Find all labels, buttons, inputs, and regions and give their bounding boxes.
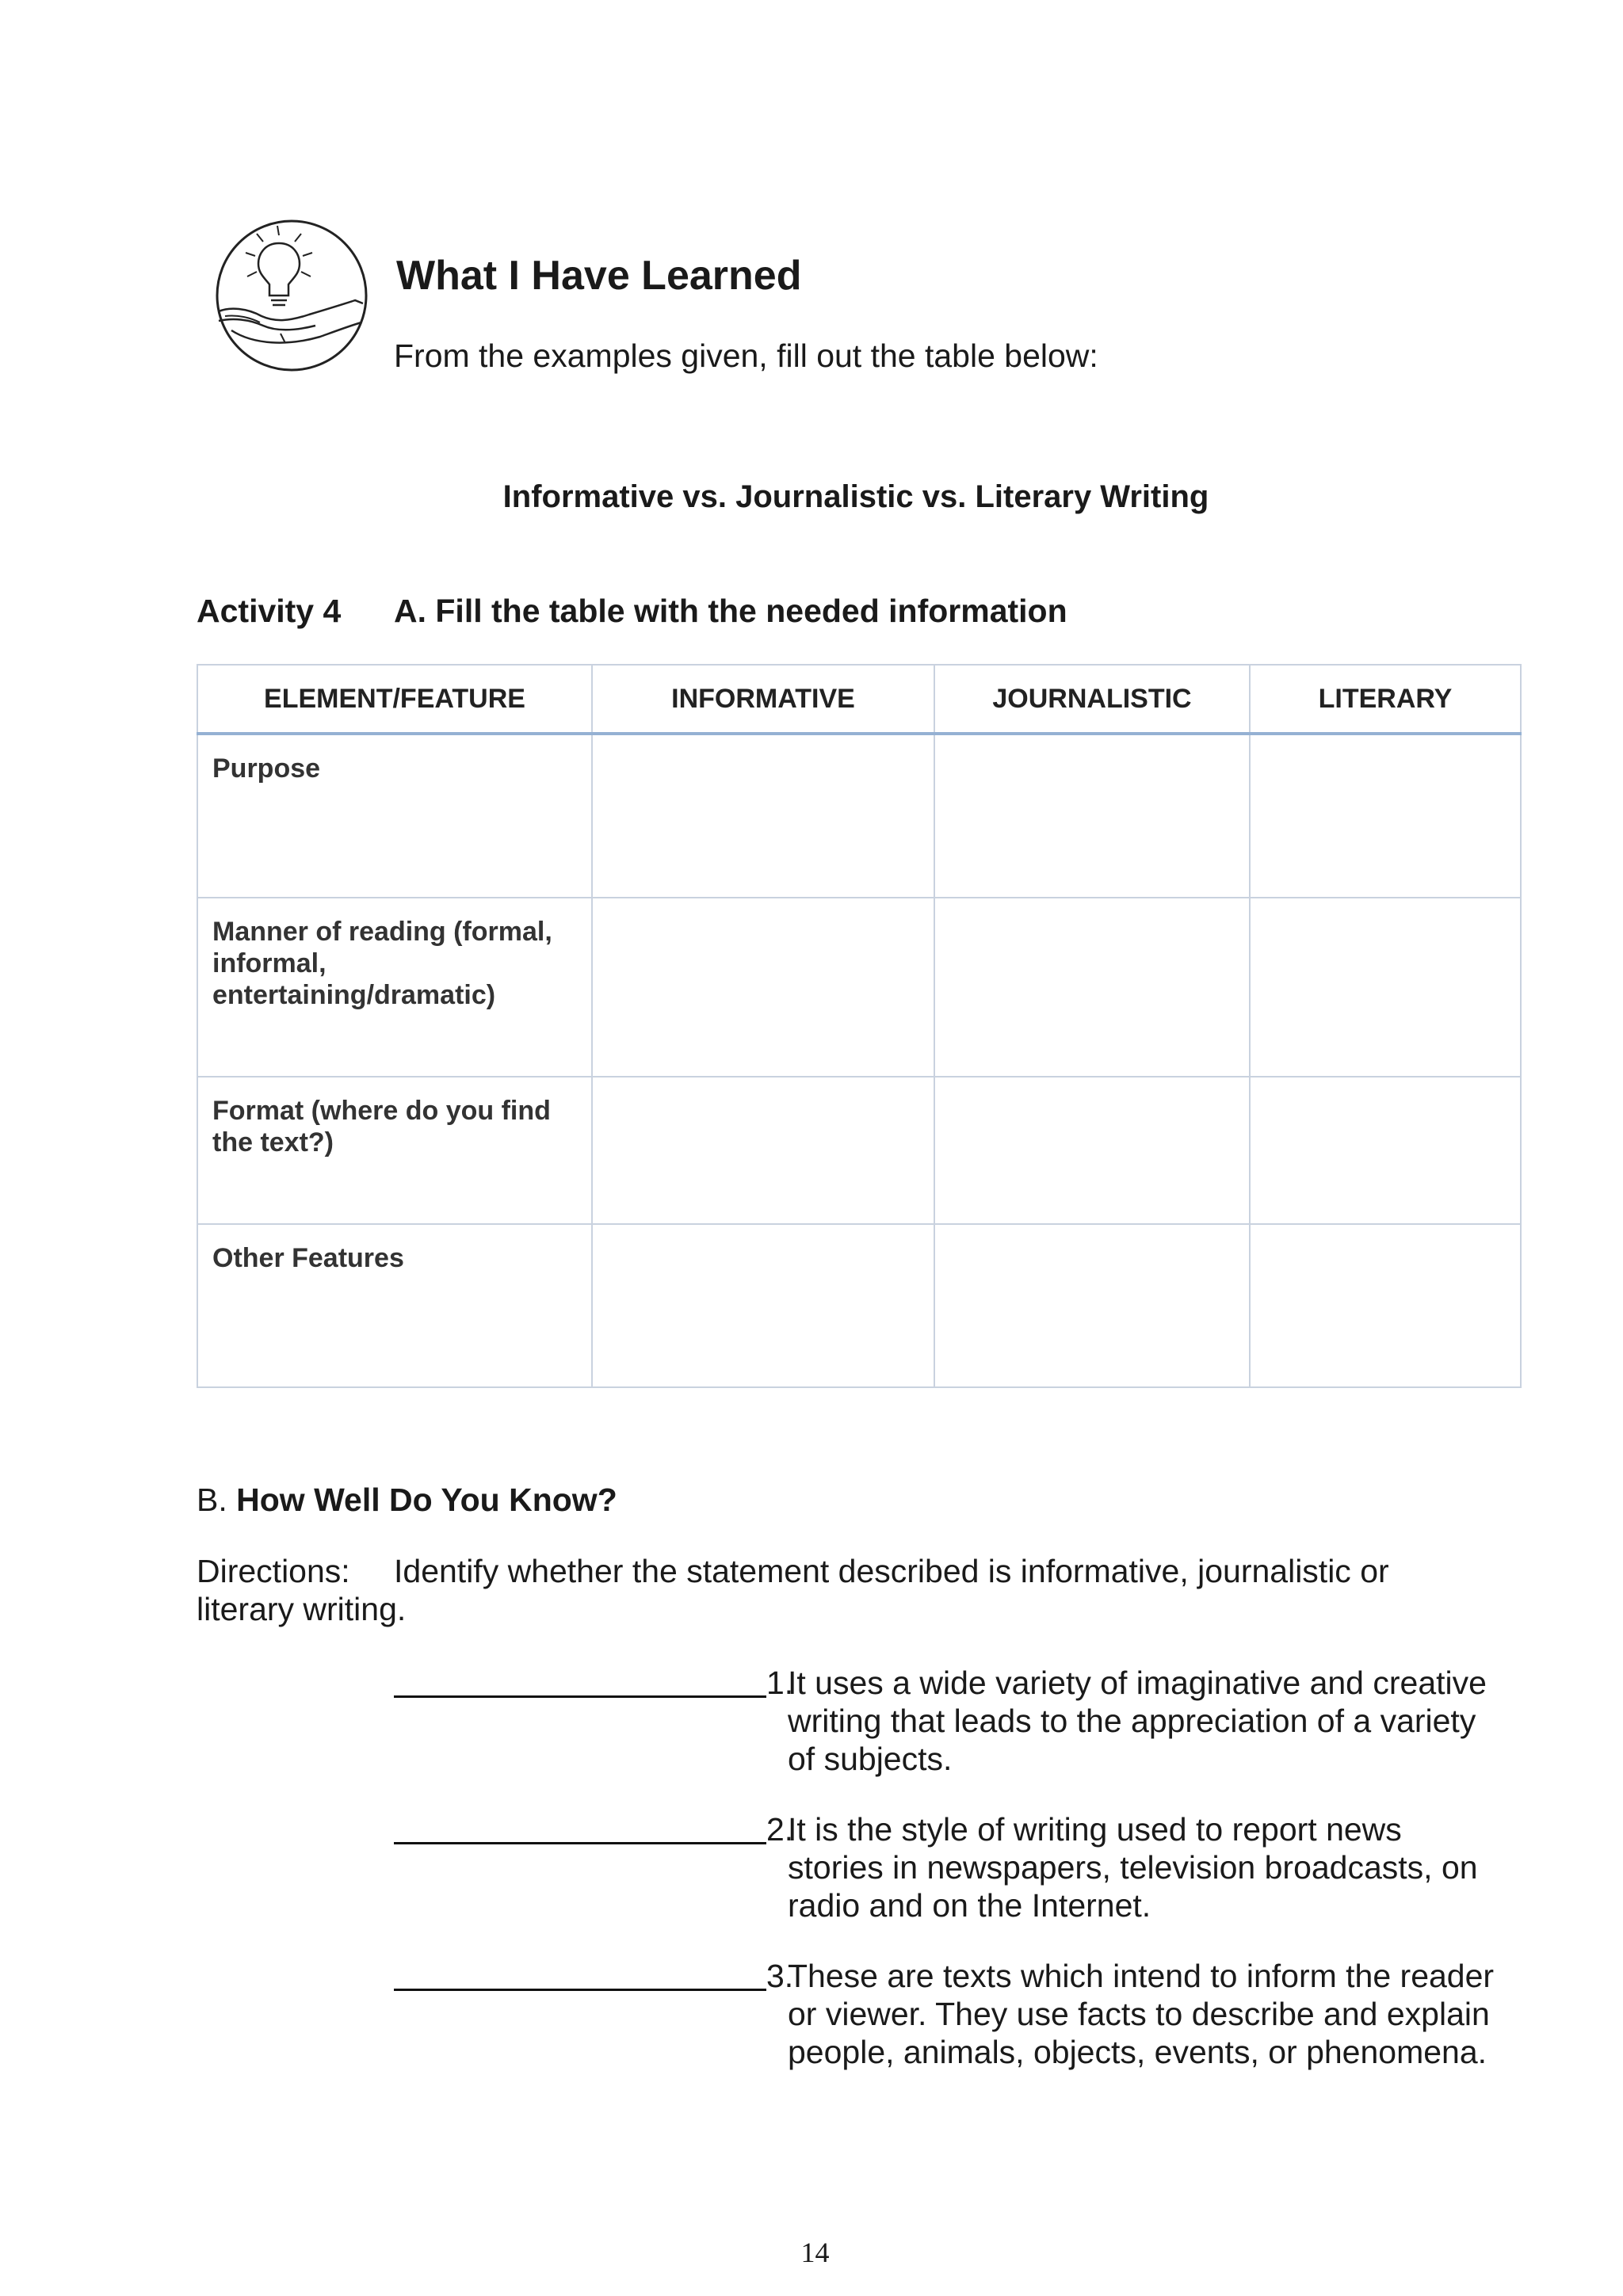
row-label-purpose: Purpose: [197, 734, 592, 898]
answer-cell[interactable]: [1250, 898, 1521, 1077]
lightbulb-hand-icon: [214, 218, 369, 373]
comparison-table: [197, 664, 1522, 1388]
answer-cell[interactable]: [592, 1224, 934, 1387]
answer-cell[interactable]: [1250, 1224, 1521, 1387]
item-number: 1.: [766, 1665, 794, 1701]
answer-blank[interactable]: [394, 1957, 766, 1991]
answer-cell[interactable]: [1250, 734, 1521, 898]
row-label-manner: Manner of reading (formal, informal, entertaining/dramatic): [197, 898, 592, 1077]
item-text: It uses a wide variety of imaginative and creative writing that leads to the appreciation of a variety of subjects.: [788, 1665, 1487, 1777]
part-b-heading: [197, 1482, 617, 1519]
item-number: 3.: [766, 1958, 794, 1994]
answer-cell[interactable]: [934, 734, 1250, 898]
header-journalistic: JOURNALISTIC: [934, 665, 1250, 734]
table-row: [197, 1224, 1521, 1387]
header-literary: LITERARY: [1250, 665, 1521, 734]
answer-blank[interactable]: [394, 1664, 766, 1698]
page-number: 14: [800, 2237, 830, 2268]
answer-cell[interactable]: [934, 1077, 1250, 1224]
activity-instruction: A. Fill the table with the needed information: [394, 593, 1067, 629]
directions-text-cont: literary writing.: [197, 1591, 407, 1627]
section-title: What I Have Learned: [396, 253, 802, 299]
table-row: [197, 898, 1521, 1077]
activity-label: Activity 4: [197, 593, 342, 629]
item-text: It is the style of writing used to report news stories in newspapers, television broadcasts, on radio and on the Internet.: [788, 1811, 1478, 1924]
directions-text: Identify whether the statement described is informative, journalistic or: [394, 1553, 1389, 1589]
table-header-row: [197, 665, 1521, 734]
answer-cell[interactable]: [934, 898, 1250, 1077]
answer-cell[interactable]: [1250, 1077, 1521, 1224]
answer-cell[interactable]: [592, 734, 934, 898]
quiz-item: [394, 1664, 1519, 1783]
row-label-format: Format (where do you find the text?): [197, 1077, 592, 1224]
table-row: [197, 734, 1521, 898]
answer-blank[interactable]: [394, 1810, 766, 1844]
quiz-item: [394, 1810, 1519, 1929]
item-number: 2.: [766, 1811, 794, 1848]
item-text: These are texts which intend to inform the reader or viewer. They use facts to describe and explain people, animals, objects, events, or phenomena.: [788, 1958, 1495, 2070]
row-label-other-features: Other Features: [197, 1224, 592, 1387]
section-subtitle: From the examples given, fill out the table below:: [394, 338, 1098, 374]
answer-cell[interactable]: [592, 898, 934, 1077]
part-b-prefix: B.: [197, 1482, 227, 1518]
directions-label: Directions:: [197, 1553, 350, 1589]
quiz-item: [394, 1957, 1519, 2115]
part-b-title: How Well Do You Know?: [236, 1482, 617, 1518]
header-element-feature: ELEMENT/FEATURE: [197, 665, 592, 734]
lesson-heading: Informative vs. Journalistic vs. Literary Writing: [502, 479, 1209, 514]
header-informative: INFORMATIVE: [592, 665, 934, 734]
answer-cell[interactable]: [592, 1077, 934, 1224]
table-row: [197, 1077, 1521, 1224]
answer-cell[interactable]: [934, 1224, 1250, 1387]
